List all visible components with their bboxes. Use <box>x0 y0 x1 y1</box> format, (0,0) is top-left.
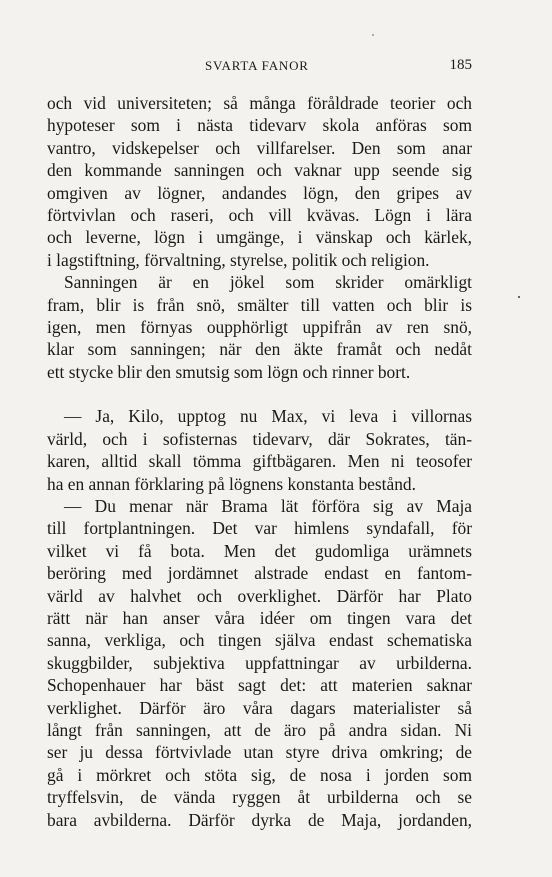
text-line: gå i mörkret och stöta sig, de nosa i jorden som <box>47 764 472 785</box>
text-line: tryffelsvin, de vända ryggen åt urbilderna och se <box>47 787 472 808</box>
text-line: skuggbilder, subjektiva uppfattningar av urbilderna. <box>47 652 472 673</box>
text-line: ser ju dessa förtvivlade utan styre driva omkring; de <box>47 742 472 763</box>
text-line: ha en annan förklaring på lögnens konstanta bestånd. <box>47 473 416 494</box>
paragraph <box>47 405 472 495</box>
text-line: Sanningen är en jökel som skrider omärkligt <box>64 272 472 293</box>
text-line: långt från sanningen, att de äro på andra sidan. Ni <box>47 719 472 740</box>
text-line: sanna, verkliga, och tingen själva endast schematiska <box>47 630 472 651</box>
text-line: vantro, vidskepelser och villfarelser. Den som anar <box>47 137 472 158</box>
text-line: och leverne, lögn i umgänge, i vänskap och kärlek, <box>47 227 472 248</box>
text-line: — Ja, Kilo, upptog nu Max, vi leva i villornas <box>64 406 472 427</box>
text-line: klar som sanningen; när den äkte framåt och nedåt <box>47 339 472 360</box>
paper-speck <box>372 34 374 36</box>
page-header <box>47 58 472 78</box>
text-line: beröring med jordämnet alstrade endast en fantom- <box>47 563 472 584</box>
text-line: hypoteser som i nästa tidevarv skola anföras som <box>47 115 472 136</box>
text-line: ett stycke blir den smutsig som lögn och rinner bort. <box>47 361 411 382</box>
text-line: i lagstiftning, förvaltning, styrelse, politik och religion. <box>47 249 430 270</box>
text-line: Schopenhauer har bäst sagt det: att materien saknar <box>47 675 472 696</box>
text-line: till fortplantningen. Det var himlens syndafall, för <box>47 518 472 539</box>
body-text <box>47 92 472 831</box>
text-line: bara avbilderna. Därför dyrka de Maja, jordanden, <box>47 809 472 830</box>
text-line: — Du menar när Brama lät förföra sig av Maja <box>64 495 472 516</box>
text-line: karen, alltid skall tömma giftbägaren. Men ni teosofer <box>47 451 472 472</box>
paragraph <box>47 92 472 271</box>
text-line: värld, och i sofisternas tidevarv, där Sokrates, tän- <box>47 428 472 449</box>
text-line: igen, men förnyas oupphörligt uppifrån av ren snö, <box>47 317 472 338</box>
text-line: värld av halvhet och overklighet. Därför har Plato <box>47 585 472 606</box>
text-line: fram, blir is från snö, smälter till vatten och blir is <box>47 294 472 315</box>
section-gap <box>47 383 472 405</box>
text-line: den kommande sanningen och vaknar upp seende sig <box>47 160 472 181</box>
text-line: omgiven av lögner, andandes lögn, den gripes av <box>47 182 472 203</box>
text-line: vilket vi få bota. Men det gudomliga urämnets <box>47 540 472 561</box>
text-line: och vid universiteten; så många föråldrade teorier och <box>47 93 472 113</box>
running-title: SVARTA FANOR <box>205 58 309 73</box>
text-line: rätt när han anser våra idéer om tingen vara det <box>47 607 472 628</box>
text-line: förtvivlan och raseri, och vill kvävas. Lögn i lära <box>47 205 472 226</box>
page-number: 185 <box>449 57 472 73</box>
paragraph <box>47 271 472 383</box>
paper-speck <box>518 296 520 298</box>
text-line: verklighet. Därför äro våra dagars materialister så <box>47 697 472 718</box>
paragraph <box>47 495 472 831</box>
